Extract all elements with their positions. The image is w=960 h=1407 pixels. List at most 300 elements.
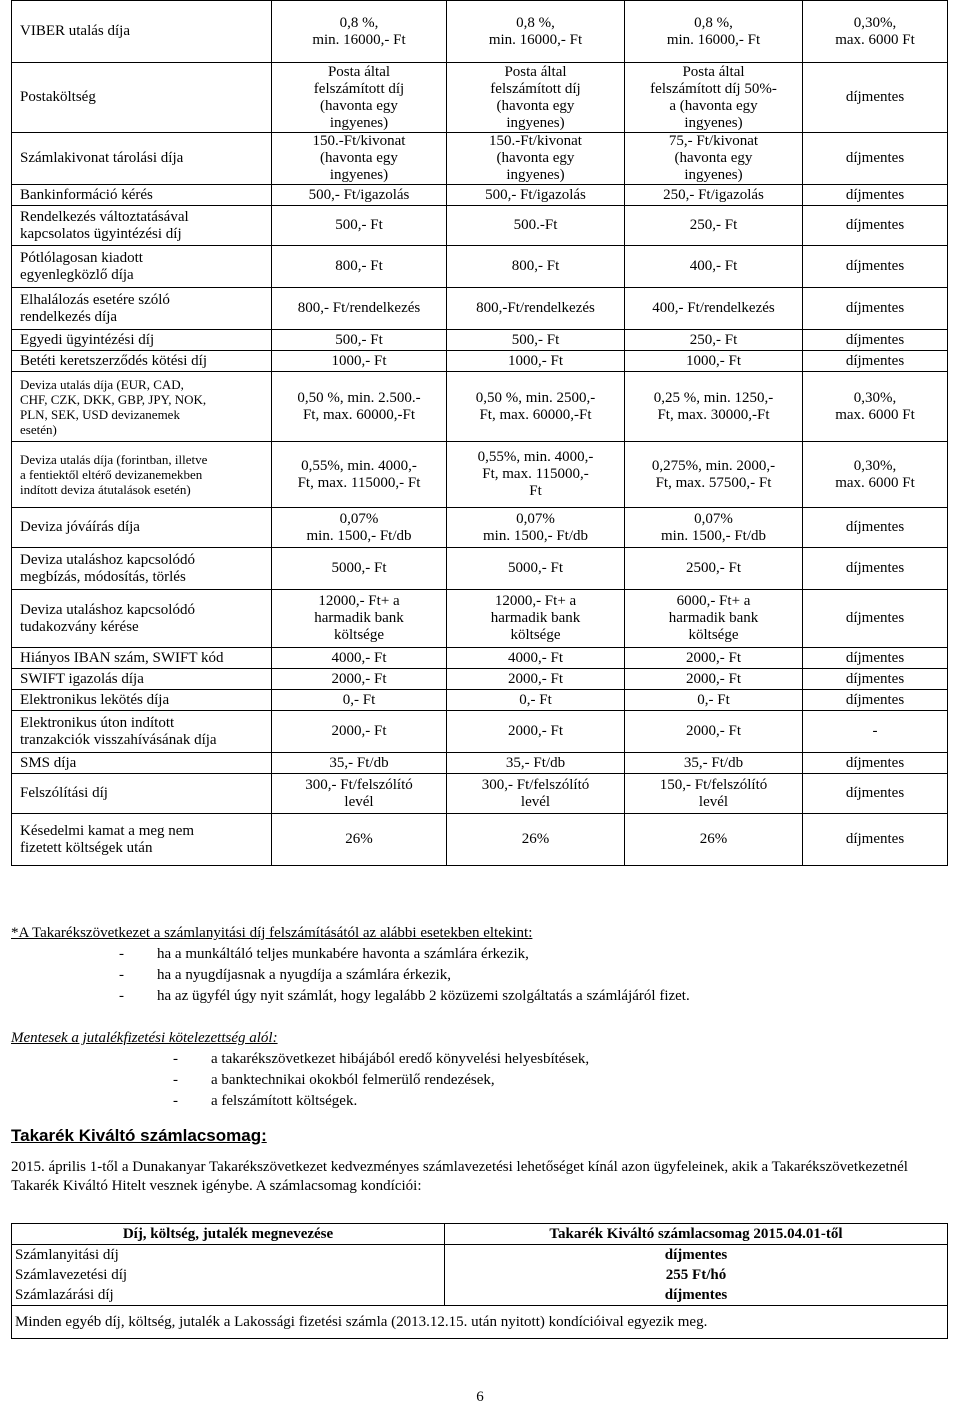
cell-line: 150.-Ft/kivonat: [312, 133, 406, 149]
fee-row: [12, 330, 948, 351]
cell-line: 0,55%, min. 4000,-: [477, 449, 594, 465]
cell-line: Deviza utalás díja (forintban, illetve: [20, 452, 208, 467]
fee-value-v2: [447, 690, 625, 711]
cell-line: VIBER utalás díja: [20, 23, 130, 39]
cell-line: 4000,- Ft: [331, 649, 387, 666]
fee-name: [12, 648, 272, 669]
fee-value-v4: [803, 206, 948, 246]
cell-line: 2000,- Ft: [507, 723, 563, 739]
cell-line: SWIFT igazolás díja: [20, 670, 144, 687]
cell-line: Deviza utaláshoz kapcsolódó: [20, 551, 195, 568]
cell-line: 150,- Ft/felszólító: [659, 776, 768, 793]
cell-line: 0,- Ft: [697, 691, 730, 708]
cell-line: díjmentes: [845, 186, 905, 203]
cell-line: max. 6000 Ft: [835, 474, 915, 491]
cell-line: 250,- Ft: [689, 217, 738, 233]
fee-name: [12, 133, 272, 185]
fee-name: [12, 351, 272, 372]
cell-line: felszámított díj: [490, 80, 581, 97]
bullet-item: [173, 1091, 589, 1112]
cell-line: Ft, max. 57500,- Ft: [655, 474, 772, 491]
cell-line: Késedelmi kamat a meg nem: [20, 822, 195, 839]
fee-value-v2: [447, 185, 625, 206]
cell-line: Bankinformáció kérés: [20, 186, 153, 203]
cell-line: levél: [344, 793, 374, 810]
cell-line: Elektronikus lekötés díja: [20, 691, 170, 708]
cell-line: díjmentes: [845, 519, 905, 535]
cell-line: min. 16000,- Ft: [666, 31, 761, 48]
cell-line: a (havonta egy: [669, 97, 758, 114]
cell-line: -: [872, 723, 878, 739]
fee-name: [12, 590, 272, 648]
fee-value-v4: [803, 548, 948, 590]
bullet-item: [173, 1070, 589, 1091]
fee-value-v1: [272, 185, 447, 206]
cell-line: levél: [520, 793, 551, 810]
cell-line: (havonta egy: [496, 150, 575, 166]
cell-line: 800,- Ft: [335, 258, 383, 274]
cell-line: 0,07%: [516, 510, 555, 527]
fee-value-v2: [447, 63, 625, 133]
cell-line: indított deviza átutalások esetén): [20, 482, 191, 497]
bullet-text: a felszámított költségek.: [211, 1093, 358, 1109]
package-fee-value: díjmentes: [664, 1247, 728, 1263]
fee-value-v1: [272, 442, 447, 508]
cell-line: 250,- Ft: [689, 331, 738, 348]
fee-row: [12, 648, 948, 669]
fee-value-v3: [625, 648, 803, 669]
fee-row: [12, 288, 948, 330]
cell-line: díjmentes: [845, 670, 905, 687]
fee-value-v2: [447, 711, 625, 753]
cell-line: 12000,- Ft+ a: [318, 593, 400, 609]
cell-line: Ft: [529, 483, 542, 499]
cell-line: tranzakciók visszahívásának díja: [20, 731, 217, 748]
cell-line: 35,- Ft/db: [329, 754, 389, 771]
fee-row: [12, 442, 948, 508]
package-table: [11, 1223, 948, 1339]
fee-row: [12, 206, 948, 246]
waiver-note-title: *A Takarékszövetkezet a számlanyitási díj felszámításától az alábbi esetekben eltekint:: [11, 925, 533, 941]
bullet-text: ha a nyugdíjasnak a nyugdíja a számlára érkezik,: [157, 967, 452, 983]
bullet-text: a takarékszövetkezet hibájából eredő könyvelési helyesbítések,: [211, 1051, 590, 1067]
cell-line: Deviza utalás díja (EUR, CAD,: [20, 376, 184, 392]
cell-line: 2000,- Ft: [685, 670, 741, 687]
cell-line: CHF, CZK, DKK, GBP, JPY, NOK,: [20, 391, 207, 407]
fee-value-v1: [272, 133, 447, 185]
fee-row: [12, 548, 948, 590]
dash-bullet-icon: -: [119, 967, 124, 983]
cell-line: levél: [698, 793, 729, 810]
fee-value-v4: [803, 711, 948, 753]
cell-line: Ft, max. 115000,-: [482, 466, 589, 482]
fee-name: [12, 711, 272, 753]
fee-value-v2: [447, 648, 625, 669]
fee-value-v3: [625, 330, 803, 351]
fee-name: [12, 774, 272, 814]
fee-name: [12, 372, 272, 442]
fee-value-v1: [272, 206, 447, 246]
package-header-row: [12, 1224, 948, 1245]
section-title: Takarék Kiváltó számlacsomag:: [11, 1126, 267, 1145]
cell-line: Posta által: [327, 63, 391, 80]
cell-line: (havonta egy: [674, 150, 753, 166]
cell-line: min. 1500,- Ft/db: [660, 527, 766, 544]
package-fee-values: [445, 1245, 948, 1306]
cell-line: Ft, max. 115000,- Ft: [297, 474, 421, 491]
fee-value-v3: [625, 548, 803, 590]
package-fee-name: Számlazárási díj: [15, 1287, 114, 1303]
cell-line: tudakozvány kérése: [20, 618, 139, 635]
cell-line: díjmentes: [845, 352, 905, 369]
fee-name: [12, 753, 272, 774]
bullet-text: ha az ügyfél úgy nyit számlát, hogy legalább 2 közüzemi szolgáltatás a számlájáról fizet.: [157, 988, 690, 1004]
cell-line: 0,50 %, min. 2.500.-: [297, 389, 421, 406]
cell-line: díjmentes: [845, 300, 905, 316]
fee-value-v4: [803, 648, 948, 669]
cell-line: PLN, SEK, USD devizanemek: [20, 406, 180, 422]
cell-line: kapcsolatos ügyintézési díj: [20, 225, 182, 242]
cell-line: SMS díja: [20, 754, 77, 771]
cell-line: (havonta egy: [320, 150, 398, 166]
cell-line: (havonta egy: [496, 97, 575, 114]
fee-name: [12, 185, 272, 206]
cell-line: 500.-Ft: [513, 217, 558, 233]
cell-line: fizetett költségek után: [20, 839, 153, 856]
cell-line: díjmentes: [845, 331, 905, 348]
cell-line: max. 6000 Ft: [835, 406, 915, 423]
cell-line: 5000,- Ft: [331, 560, 387, 576]
cell-line: költsége: [334, 627, 384, 643]
fee-value-v1: [272, 590, 447, 648]
fee-row: [12, 63, 948, 133]
bullet-text: ha a munkáltáló teljes munkabére havonta a számlára érkezik,: [157, 946, 529, 962]
cell-line: 0,25 %, min. 1250,-: [653, 389, 774, 406]
fee-row: [12, 774, 948, 814]
fee-value-v3: [625, 63, 803, 133]
cell-line: Deviza jóváírás díja: [20, 519, 140, 535]
page-number: 6: [476, 1389, 484, 1405]
fee-value-v3: [625, 669, 803, 690]
fee-value-v3: [625, 133, 803, 185]
cell-line: Deviza utaláshoz kapcsolódó: [20, 601, 195, 618]
fee-name: [12, 63, 272, 133]
fee-value-v2: [447, 774, 625, 814]
cell-line: Posta által: [682, 63, 745, 80]
fee-value-v1: [272, 351, 447, 372]
cell-line: ingyenes): [506, 167, 565, 183]
fee-value-v2: [447, 669, 625, 690]
fee-value-v2: [447, 351, 625, 372]
cell-line: 0,55%, min. 4000,-: [301, 457, 417, 474]
cell-line: 2000,- Ft: [685, 723, 741, 739]
fee-value-v1: [272, 711, 447, 753]
fee-value-v2: [447, 206, 625, 246]
fee-value-v4: [803, 590, 948, 648]
fee-value-v4: [803, 133, 948, 185]
fee-value-v3: [625, 185, 803, 206]
cell-line: 4000,- Ft: [507, 649, 563, 666]
cell-line: 0,8 %,: [339, 14, 379, 31]
cell-line: 0,- Ft: [519, 691, 552, 708]
fee-value-v1: [272, 753, 447, 774]
cell-line: 1000,- Ft: [685, 352, 741, 369]
fee-value-v1: [272, 774, 447, 814]
cell-line: 500,- Ft: [511, 331, 560, 348]
fee-value-v1: [272, 690, 447, 711]
cell-line: egyenlegközlő díja: [20, 266, 134, 283]
fee-value-v4: [803, 351, 948, 372]
fee-row: [12, 590, 948, 648]
fee-name: [12, 508, 272, 548]
cell-line: költsége: [688, 627, 739, 643]
cell-line: harmadik bank: [490, 610, 581, 626]
fee-value-v4: [803, 690, 948, 711]
cell-line: díjmentes: [845, 150, 905, 166]
package-header-left: Díj, költség, jutalék megnevezése: [12, 1224, 445, 1245]
cell-line: min. 16000,- Ft: [488, 31, 583, 48]
fee-value-v4: [803, 246, 948, 288]
cell-line: díjmentes: [845, 610, 905, 626]
fee-row: [12, 185, 948, 206]
cell-line: 2000,- Ft: [507, 670, 563, 687]
fee-value-v3: [625, 206, 803, 246]
cell-line: max. 6000 Ft: [835, 31, 915, 48]
cell-line: Felszólítási díj: [20, 785, 108, 801]
package-fee-names: [12, 1245, 445, 1306]
fee-row: [12, 351, 948, 372]
fee-value-v4: [803, 669, 948, 690]
fee-row: [12, 508, 948, 548]
package-header-right: Takarék Kiváltó számlacsomag 2015.04.01-től: [445, 1224, 948, 1245]
fee-value-v4: [803, 508, 948, 548]
fee-value-v4: [803, 1, 948, 63]
cell-line: díjmentes: [845, 560, 905, 576]
cell-line: 6000,- Ft+ a: [676, 593, 751, 609]
cell-line: a fentiektől eltérő devizanemekben: [20, 467, 203, 482]
cell-line: 0,- Ft: [342, 691, 376, 708]
fee-value-v3: [625, 442, 803, 508]
cell-line: 150.-Ft/kivonat: [489, 133, 582, 149]
cell-line: 35,- Ft/db: [505, 754, 566, 771]
dash-bullet-icon: -: [173, 1093, 178, 1109]
cell-line: Számlakivonat tárolási díja: [20, 150, 184, 166]
fee-value-v2: [447, 288, 625, 330]
cell-line: rendelkezés díja: [20, 308, 118, 325]
fee-value-v4: [803, 185, 948, 206]
cell-line: 0,07%: [694, 510, 733, 527]
cell-line: 26%: [345, 831, 373, 847]
fee-value-v4: [803, 330, 948, 351]
cell-line: Betéti keretszerződés kötési díj: [20, 352, 208, 369]
bullet-item: [119, 944, 690, 965]
fee-value-v4: [803, 753, 948, 774]
cell-line: díjmentes: [845, 785, 905, 801]
fee-value-v2: [447, 330, 625, 351]
fee-value-v1: [272, 648, 447, 669]
cell-line: min. 1500,- Ft/db: [482, 527, 588, 544]
fee-name: [12, 442, 272, 508]
fee-value-v2: [447, 590, 625, 648]
cell-line: 0,8 %,: [694, 14, 733, 31]
fee-name: [12, 206, 272, 246]
cell-line: ingyenes): [684, 114, 743, 131]
cell-line: 300,- Ft/felszólító: [305, 776, 413, 793]
fee-name: [12, 330, 272, 351]
cell-line: 5000,- Ft: [507, 560, 563, 576]
fee-value-v2: [447, 753, 625, 774]
cell-line: ingyenes): [329, 167, 389, 183]
cell-line: 800,- Ft: [511, 258, 560, 274]
cell-line: harmadik bank: [314, 610, 404, 626]
cell-line: Elhalálozás esetére szóló: [20, 291, 170, 308]
cell-line: Egyedi ügyintézési díj: [20, 331, 155, 348]
fee-value-v1: [272, 330, 447, 351]
fee-value-v1: [272, 63, 447, 133]
fee-row: [12, 753, 948, 774]
cell-line: 26%: [521, 831, 550, 847]
fee-value-v2: [447, 508, 625, 548]
cell-line: 26%: [699, 831, 728, 847]
cell-line: díjmentes: [845, 217, 905, 233]
fee-row: [12, 711, 948, 753]
package-footer: Minden egyéb díj, költség, jutalék a Lakossági fizetési számla (2013.12.15. után nyitott) kondícióival egyezik meg.: [12, 1306, 948, 1339]
package-fee-name: Számlavezetési díj: [15, 1267, 128, 1283]
cell-line: 400,- Ft: [689, 258, 738, 274]
waiver-note: [11, 923, 690, 1007]
fee-row: [12, 246, 948, 288]
cell-line: min. 16000,- Ft: [312, 31, 406, 48]
fee-value-v1: [272, 508, 447, 548]
cell-line: felszámított díj: [313, 80, 405, 97]
fee-name: [12, 246, 272, 288]
fee-name: [12, 1, 272, 63]
cell-line: 500,- Ft/igazolás: [485, 186, 586, 203]
cell-line: ingyenes): [684, 167, 743, 183]
fee-row: [12, 372, 948, 442]
package-fee-value: díjmentes: [664, 1287, 728, 1303]
fee-value-v4: [803, 814, 948, 866]
fee-value-v1: [272, 548, 447, 590]
cell-line: megbízás, módosítás, törlés: [20, 568, 186, 585]
fee-value-v1: [272, 814, 447, 866]
fee-value-v1: [272, 288, 447, 330]
cell-line: harmadik bank: [668, 610, 759, 626]
cell-line: 0,07%: [339, 510, 379, 527]
cell-line: díjmentes: [845, 258, 905, 274]
fee-value-v4: [803, 442, 948, 508]
cell-line: 2500,- Ft: [685, 560, 741, 576]
cell-line: díjmentes: [845, 754, 905, 771]
cell-line: Postaköltség: [20, 89, 96, 105]
cell-line: 400,- Ft/rendelkezés: [652, 300, 775, 316]
cell-line: 2000,- Ft: [331, 723, 387, 739]
fee-row: [12, 1, 948, 63]
cell-line: 800,- Ft/rendelkezés: [297, 300, 421, 316]
fee-value-v4: [803, 774, 948, 814]
cell-line: Posta által: [504, 63, 567, 80]
fee-name: [12, 669, 272, 690]
cell-line: 0,30%,: [853, 389, 897, 406]
fee-value-v2: [447, 133, 625, 185]
fee-value-v1: [272, 669, 447, 690]
fee-value-v3: [625, 690, 803, 711]
fee-name: [12, 690, 272, 711]
fee-row: [12, 690, 948, 711]
cell-line: Hiányos IBAN szám, SWIFT kód: [20, 649, 224, 666]
cell-line: díjmentes: [845, 649, 905, 666]
cell-line: 2000,- Ft: [685, 649, 741, 666]
bullet-item: [119, 965, 690, 986]
cell-line: (havonta egy: [320, 97, 398, 114]
dash-bullet-icon: -: [173, 1051, 178, 1067]
fee-value-v1: [272, 372, 447, 442]
cell-line: min. 1500,- Ft/db: [306, 527, 412, 544]
fee-name: [12, 548, 272, 590]
cell-line: 0,8 %,: [516, 14, 555, 31]
fee-row: [12, 133, 948, 185]
fee-row: [12, 669, 948, 690]
cell-line: Ft, max. 60000,-Ft: [302, 406, 416, 423]
cell-line: 500,- Ft/igazolás: [308, 186, 410, 203]
fee-value-v3: [625, 814, 803, 866]
fee-value-v3: [625, 508, 803, 548]
cell-line: Ft, max. 60000,-Ft: [479, 406, 592, 423]
fee-value-v3: [625, 1, 803, 63]
fee-value-v1: [272, 246, 447, 288]
dash-bullet-icon: -: [173, 1072, 178, 1088]
cell-line: díjmentes: [845, 691, 905, 708]
cell-line: 2000,- Ft: [331, 670, 387, 687]
dash-bullet-icon: -: [119, 946, 124, 962]
package-fee-name: Számlanyitási díj: [15, 1247, 119, 1263]
fee-name: [12, 814, 272, 866]
cell-line: 1000,- Ft: [331, 352, 387, 369]
fee-value-v3: [625, 372, 803, 442]
fee-value-v2: [447, 814, 625, 866]
fee-value-v4: [803, 288, 948, 330]
cell-line: 500,- Ft: [335, 217, 383, 233]
bullet-item: [119, 986, 690, 1007]
fee-value-v2: [447, 548, 625, 590]
cell-line: 0,50 %, min. 2500,-: [475, 389, 596, 406]
fee-value-v3: [625, 351, 803, 372]
fee-name: [12, 288, 272, 330]
cell-line: 0,30%,: [853, 457, 897, 474]
fee-value-v2: [447, 442, 625, 508]
cell-line: Rendelkezés változtatásával: [20, 208, 189, 225]
cell-line: 12000,- Ft+ a: [494, 593, 577, 609]
commission-exempt-title: Mentesek a jutalékfizetési kötelezettség alól:: [11, 1030, 278, 1046]
cell-line: Elektronikus úton indított: [20, 714, 175, 731]
fee-value-v3: [625, 590, 803, 648]
cell-line: Pótlólagosan kiadott: [20, 249, 143, 266]
fee-value-v2: [447, 246, 625, 288]
fee-value-v2: [447, 1, 625, 63]
cell-line: ingyenes): [506, 114, 565, 131]
fee-value-v3: [625, 774, 803, 814]
fee-value-v1: [272, 1, 447, 63]
cell-line: 75,- Ft/kivonat: [668, 133, 759, 149]
cell-line: 500,- Ft: [335, 331, 383, 348]
commission-exempt-note: [11, 1028, 589, 1112]
cell-line: 35,- Ft/db: [683, 754, 744, 771]
package-intro: 2015. április 1-től a Dunakanyar Takarékszövetkezet kedvezményes számlavezetési lehetőséget kínál azon ügyfeleinek, akik a Takarékszövetkezetnél Takarék Kiváltó Hitelt vesznek igénybe. A számlacsomag kondíciói:: [11, 1159, 908, 1194]
cell-line: 0,30%,: [853, 14, 897, 31]
cell-line: Ft, max. 30000,-Ft: [657, 406, 770, 423]
fee-value-v3: [625, 288, 803, 330]
fee-value-v3: [625, 246, 803, 288]
